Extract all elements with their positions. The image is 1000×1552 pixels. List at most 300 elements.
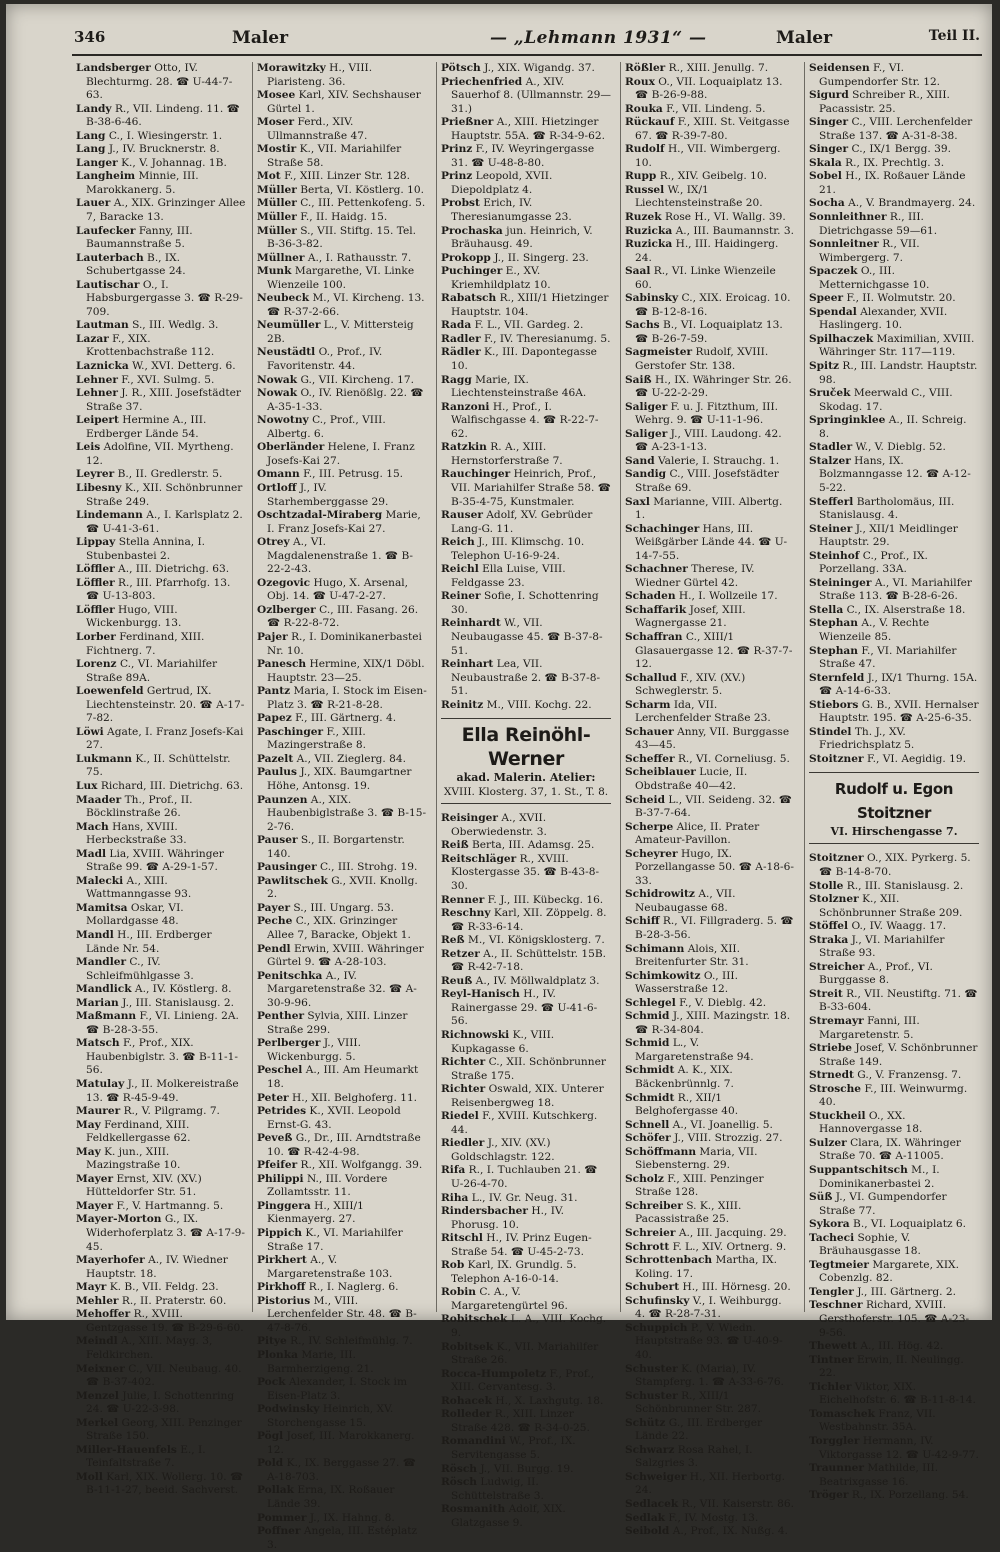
entry-details: R., V. Pilgramg. 7. (123, 1105, 220, 1118)
entry-surname: Mandl (76, 929, 114, 941)
entry-surname: Mostir (257, 143, 297, 156)
directory-entry (625, 374, 795, 401)
entry-surname: Riedel (441, 1110, 479, 1123)
directory-entry (441, 346, 611, 373)
entry-surname: Robitschek (441, 1313, 508, 1326)
entry-details: J., XIV. (XV.) Goldschlagstr. 122. (451, 1137, 555, 1163)
entry-details: K., V. Johannag. 1B. (121, 156, 227, 169)
directory-entry (625, 1525, 795, 1539)
directory-entry (441, 975, 611, 989)
entry-surname: Stalzer (809, 454, 851, 467)
entry-surname: Pirkhert (257, 1254, 307, 1267)
entry-surname: Schwarz (625, 1443, 675, 1456)
entry-details: H., III. Hörnesg. 20. (682, 1281, 791, 1294)
entry-surname: May (76, 1145, 101, 1158)
listing-columns (76, 62, 982, 1551)
directory-entry (809, 852, 979, 879)
directory-entry (625, 1173, 795, 1200)
entry-details: C., VIII. Lerchenfelder Straße 137. ☎ A-31-8-38. (819, 116, 973, 142)
entry-details: K., VIII. Kupkagasse 6. (451, 1029, 555, 1055)
directory-entry (809, 672, 979, 699)
directory-entry (809, 893, 979, 920)
entry-surname: Pajer (257, 630, 288, 643)
entry-surname: Pistorius (257, 1294, 311, 1307)
entry-surname: Suppantschitsch (809, 1164, 908, 1177)
entry-surname: Tröger (809, 1489, 849, 1502)
entry-details: Valerie, I. Strauchg. 1. (658, 454, 780, 467)
directory-entry (257, 1064, 427, 1091)
directory-entry (76, 1213, 246, 1254)
entry-surname: Maader (76, 793, 122, 806)
directory-entry (257, 482, 427, 509)
directory-entry (809, 441, 979, 455)
directory-entry (76, 1335, 246, 1362)
ad-address: VI. Hirschengasse 7. (830, 825, 958, 839)
entry-surname: Reyl-Hanisch (441, 988, 520, 1001)
entry-details: F., III. Petrusg. 15. (303, 468, 404, 481)
entry-surname: Pold (257, 1457, 284, 1470)
directory-entry (76, 197, 246, 224)
directory-entry (257, 1105, 427, 1132)
entry-surname: Reuß (441, 974, 473, 987)
entry-surname: Lindemann (76, 509, 143, 522)
entry-surname: Neubeck (257, 292, 310, 305)
entry-details: Marie, I. Franz Josefs-Kai 27. (267, 509, 421, 535)
entry-details: R., XIII/1 Hietzinger Hauptstr. 104. (451, 292, 609, 318)
directory-entry (257, 631, 427, 658)
entry-details: Gertrud, IX. Liechtensteinstr. 20. ☎ A-17-7-82. (86, 685, 245, 725)
entry-surname: Reiner (441, 590, 481, 603)
directory-entry (441, 116, 611, 143)
directory-entry (257, 604, 427, 631)
entry-surname: Sagmeister (625, 346, 693, 359)
entry-details: K. (Maria), IV. Stampferg. 1. ☎ A-33-6-76. (635, 1362, 784, 1389)
entry-details: Lia, XVIII. Währinger Straße 99. ☎ A-29-1-57. (86, 847, 224, 874)
entry-surname: Seibold (625, 1525, 670, 1538)
entry-surname: Rifa (441, 1164, 466, 1177)
entry-details: C., III. Pettenkofeng. 5. (300, 197, 426, 210)
entry-surname: Saiß (625, 373, 652, 386)
directory-entry (809, 1137, 979, 1164)
entry-surname: Löffler (76, 563, 115, 576)
entry-details: S., VII. Stiftg. 15. Tel. B-36-3-82. (267, 224, 417, 251)
directory-entry (257, 1457, 427, 1484)
directory-entry (625, 753, 795, 767)
entry-details: W., XVI. Detterg. 6. (132, 360, 236, 373)
entry-surname: Richter (441, 1056, 486, 1069)
entry-details: Therese, IV. Wiedner Gürtel 42. (635, 563, 755, 589)
entry-surname: Streicher (809, 960, 865, 973)
entry-surname: Traunner (809, 1462, 864, 1475)
directory-entry (257, 1335, 427, 1349)
entry-details: Agate, I. Franz Josefs-Kai 27. (86, 725, 244, 752)
entry-surname: Philippi (257, 1172, 304, 1185)
entry-details: S., II. Borgartenstr. 140. (267, 834, 405, 860)
entry-details: F., VII. Lindeng. 5. (666, 102, 766, 115)
entry-surname: Lorenz (76, 658, 117, 671)
entry-details: Stella Annina, I. Stubenbastei 2. (86, 536, 206, 562)
entry-surname: Schmidt (625, 1091, 675, 1104)
entry-details: Oskar, VI. Mollardgasse 48. (86, 901, 184, 928)
entry-surname: Müller (257, 224, 297, 237)
entry-surname: Reinhardt (441, 617, 501, 630)
entry-details: A., IV. Köstlerg. 8. (134, 983, 232, 996)
entry-details: Heinrich, Prof., VII. Mariahilfer Straße 58. ☎ B-35-4-75, Kunstmaler. (451, 468, 611, 508)
directory-entry (257, 1227, 427, 1254)
directory-entry (441, 1463, 611, 1477)
directory-entry (441, 1164, 611, 1191)
entry-surname: Mehoffer (76, 1308, 131, 1321)
entry-surname: Stadler (809, 441, 853, 454)
entry-surname: Schmidt (625, 1064, 675, 1077)
section-title-right: Maler (776, 28, 833, 48)
entry-surname: Müllner (257, 251, 305, 264)
directory-entry (257, 387, 427, 414)
entry-details: K., XVII. Leopold Ernst-G. 43. (267, 1105, 401, 1131)
directory-entry (625, 116, 795, 143)
entry-details: G., VII. Kircheng. 17. (300, 373, 414, 386)
section-title-left: Maler (232, 28, 289, 48)
entry-details: Clara, IX. Währinger Straße 70. ☎ A-11005. (819, 1136, 961, 1163)
entry-details: F. u. J. Fitzthum, III. Wehrg. 9. ☎ U-11-1-96. (635, 400, 779, 427)
entry-surname: Roux (625, 75, 655, 88)
directory-entry (76, 225, 246, 252)
directory-entry (441, 252, 611, 266)
entry-details: A., III. Baumannstr. 3. (675, 224, 794, 237)
entry-details: A., VI. Mariahilfer Straße 113. ☎ B-28-6-26. (819, 576, 972, 603)
entry-details: W., Prof., IX. Servitengasse 5. (451, 1435, 576, 1461)
entry-surname: Rada (441, 319, 472, 332)
entry-details: M., VI. Königsklosterg. 7. (467, 934, 605, 947)
entry-surname: Peter (257, 1091, 289, 1104)
entry-list (809, 852, 979, 1502)
entry-details: Julie, I. Schottenring 24. ☎ U-22-3-98. (86, 1389, 235, 1416)
entry-details: Erna, IX. Roßauer Lände 39. (267, 1484, 395, 1510)
entry-surname: Maßmann (76, 1010, 137, 1023)
directory-entry (625, 821, 795, 848)
directory-entry (441, 1435, 611, 1462)
entry-surname: Peschel (257, 1064, 303, 1077)
directory-entry (76, 631, 246, 658)
directory-entry (441, 1286, 611, 1313)
entry-details: Leopold, XVII. Diepoldplatz 4. (451, 170, 553, 196)
entry-surname: Scheffer (625, 752, 675, 765)
entry-details: L., VII. Seideng. 32. ☎ B-37-7-64. (635, 793, 792, 820)
directory-entry (809, 934, 979, 961)
entry-details: Hugo, VIII. Wickenburgg. 13. (86, 603, 182, 630)
directory-entry (809, 143, 979, 157)
entry-surname: Stoitzner (809, 752, 864, 765)
directory-entry (809, 238, 979, 265)
entry-details: Richard, III. Dietrichg. 63. (100, 779, 244, 792)
entry-surname: Strosche (809, 1082, 862, 1095)
directory-entry (625, 103, 795, 117)
entry-details: M., VIII. Kochg. 22. (486, 698, 592, 711)
entry-details: J., XIII. Mazingstr. 18. ☎ R-34-804. (635, 1010, 791, 1036)
directory-entry (441, 934, 611, 948)
entry-surname: Mach (76, 820, 109, 833)
entry-surname: Scharm (625, 698, 671, 711)
entry-list (76, 62, 246, 1498)
directory-entry (809, 726, 979, 753)
directory-entry (76, 252, 246, 279)
entry-surname: Stuckheil (809, 1109, 866, 1122)
entry-surname: Süß (809, 1191, 833, 1204)
entry-details: A., IV. Wiedner Hauptstr. 18. (86, 1254, 228, 1280)
entry-details: A., XIII. Mayg. 3, Feldkirchen. (86, 1335, 213, 1361)
entry-surname: Nowak (257, 387, 298, 400)
entry-details: A., I. Karlsplatz 2. ☎ U-41-3-61. (86, 509, 243, 535)
directory-entry (76, 1471, 246, 1498)
entry-details: Hugo, IX. Porzellangasse 50. ☎ A-18-6-33. (635, 847, 794, 887)
entry-list (625, 62, 795, 1539)
entry-details: Erich, IV. Theresianumgasse 23. (451, 197, 572, 224)
entry-details: R., XIV. Geibelg. 10. (659, 170, 767, 183)
directory-entry (625, 238, 795, 265)
entry-details: jun. Heinrich, V. Bräuhausg. 49. (451, 224, 593, 251)
entry-details: Georg, XIII. Penzinger Straße 150. (86, 1416, 242, 1443)
entry-surname: Scheid (625, 793, 665, 806)
entry-surname: Lehner (76, 387, 118, 400)
entry-details: G., V. Franzensg. 7. (857, 1069, 962, 1082)
directory-entry (76, 414, 246, 441)
entry-details: A., II. Schreig. 8. (819, 414, 967, 440)
directory-entry (441, 536, 611, 563)
entry-surname: Petrides (257, 1105, 307, 1118)
entry-surname: Stolle (809, 879, 844, 892)
entry-details: R., VII. Wimbergerg. 7. (819, 238, 920, 264)
directory-entry (441, 1341, 611, 1368)
directory-entry (809, 1286, 979, 1300)
entry-details: Lucie, II. Obdstraße 40—42. (635, 766, 748, 792)
entry-details: H., XII. Belghoferg. 11. (292, 1091, 418, 1104)
directory-entry (625, 1092, 795, 1119)
entry-surname: Paschinger (257, 725, 324, 738)
entry-details: G., XVII. Knollg. 2. (267, 874, 418, 901)
entry-details: O., Prof., IV. Favoritenstr. 44. (267, 346, 383, 373)
entry-surname: Rösch (441, 1476, 477, 1489)
entry-details: Erwin, XVIII. Währinger Gürtel 9. ☎ A-28-103. (267, 942, 424, 969)
directory-entry (625, 265, 795, 292)
entry-details: J., III. Gärtnerg. 2. (857, 1285, 956, 1298)
directory-entry (809, 1083, 979, 1110)
entry-details: G., IX. Widerhoferplatz 3. ☎ A-17-9-45. (86, 1213, 245, 1253)
entry-surname: Poffner (257, 1525, 301, 1538)
entry-surname: Stiebors (809, 698, 859, 711)
directory-entry (441, 1368, 611, 1395)
entry-surname: Scheyrer (625, 847, 678, 860)
entry-surname: Neustädtl (257, 346, 316, 359)
entry-surname: Reisinger (441, 812, 498, 825)
directory-entry (76, 1200, 246, 1214)
entry-details: A., Prof., IX. Nußg. 4. (672, 1525, 788, 1538)
entry-surname: Lukmann (76, 752, 132, 765)
entry-details: F., V. Hartmanng. 5. (116, 1199, 224, 1212)
entry-surname: Schimkowitz (625, 969, 701, 982)
entry-details: F., Prof., XIX. Haubenbiglstr. 3. ☎ B-11-1-56. (86, 1037, 238, 1077)
directory-entry (625, 225, 795, 239)
entry-details: Sylvia, XIII. Linzer Straße 299. (267, 1010, 408, 1036)
entry-surname: Loewenfeld (76, 685, 144, 698)
entry-surname: Lang (76, 143, 106, 156)
entry-surname: Schreiber (625, 1199, 683, 1212)
directory-entry (441, 62, 611, 76)
entry-surname: Plonka (257, 1348, 298, 1361)
entry-details: Helene, I. Franz Josefs-Kai 27. (267, 441, 415, 467)
entry-surname: Pommer (257, 1511, 307, 1524)
entry-details: H., XII. Herbortg. 24. (635, 1470, 785, 1497)
entry-details: Minnie, III. Marokkanerg. 5. (86, 170, 199, 196)
directory-entry (257, 1159, 427, 1173)
entry-details: Bartholomäus, III. Stanislausg. 4. (819, 495, 955, 522)
entry-details: C., III. Fasang. 26. ☎ R-22-8-72. (267, 603, 419, 630)
directory-entry (625, 848, 795, 889)
directory-entry (809, 1462, 979, 1489)
directory-entry (257, 1295, 427, 1336)
directory-entry (441, 333, 611, 347)
entry-details: C., Prof., IX. Porzellang. 33A. (819, 549, 928, 576)
entry-details: K., II. Schüttelstr. 75. (86, 752, 231, 779)
entry-details: Marie, III. Barmherzigeng. 21. (267, 1348, 374, 1375)
directory-entry (625, 62, 795, 76)
directory-entry (257, 346, 427, 373)
entry-details: J., IV. Starhemberggasse 29. (267, 481, 389, 508)
directory-entry (76, 929, 246, 956)
entry-surname: Streit (809, 987, 843, 1000)
entry-details: Alexander, I. Stock im Eisen-Platz 3. (267, 1376, 407, 1402)
entry-details: B., VI. Loquaiplatz 13. ☎ B-26-7-59. (635, 319, 783, 345)
entry-details: Hermine, XIX/1 Döbl. Hauptstr. 23—25. (267, 658, 425, 684)
entry-surname: Neumüller (257, 319, 321, 332)
entry-surname: Striebe (809, 1042, 853, 1055)
entry-surname: Schimann (625, 942, 685, 955)
entry-surname: Riedler (441, 1137, 485, 1150)
entry-details: K., XII. Schönbrunner Straße 209. (819, 893, 963, 919)
directory-entry (809, 306, 979, 333)
entry-surname: Löwi (76, 725, 104, 738)
directory-entry (625, 523, 795, 564)
entry-details: Margarete, XIX. Cobenzlg. 82. (819, 1258, 959, 1285)
directory-entry (809, 455, 979, 496)
entry-details: J., III. Stanislausg. 2. (122, 996, 235, 1009)
entry-surname: Richnowski (441, 1029, 510, 1041)
directory-entry (76, 1173, 246, 1200)
entry-details: O., XX. Hannovergasse 18. (819, 1109, 923, 1136)
directory-entry (257, 875, 427, 902)
entry-details: A., III. Am Heumarkt 18. (267, 1064, 419, 1091)
directory-entry (76, 1390, 246, 1417)
entry-details: Ida, VII. Lerchenfelder Straße 23. (635, 698, 771, 725)
entry-details: A., XIX. Grinzinger Allee 7, Baracke 13. (86, 197, 246, 224)
directory-entry (625, 1417, 795, 1444)
entry-details: A., V. Brandmayerg. 24. (848, 197, 976, 210)
directory-entry (809, 1381, 979, 1408)
entry-details: R. A., XIII. Hernstorferstraße 7. (451, 441, 563, 467)
directory-entry (441, 839, 611, 853)
entry-details: K. B., VII. Feldg. 23. (109, 1281, 219, 1294)
directory-entry (441, 699, 611, 713)
entry-surname: Robitsek (441, 1340, 494, 1353)
entry-details: C., XIX. Eroicag. 10. ☎ B-12-8-16. (635, 292, 791, 318)
directory-entry (257, 834, 427, 861)
directory-entry (76, 794, 246, 821)
entry-details: Franz, VII. Westbahnstr. 35A. (819, 1407, 936, 1434)
entry-details: J., IV. Brucknerstr. 8. (108, 143, 220, 156)
entry-surname: Stephan (809, 644, 858, 657)
entry-details: M., I. Dominikanerbastei 2. (819, 1164, 940, 1190)
entry-details: R., VII. Kaiserstr. 86. (681, 1497, 794, 1510)
entry-details: H., IV. Prinz Eugen-Straße 54. ☎ U-45-2-73. (451, 1232, 592, 1258)
directory-entry (257, 143, 427, 170)
entry-details: R., VI. Fillgraderg. 5. ☎ B-28-3-56. (635, 915, 794, 941)
entry-surname: Schuster (625, 1389, 678, 1402)
directory-entry (257, 184, 427, 198)
entry-surname: Paulus (257, 766, 297, 779)
directory-entry (76, 956, 246, 983)
directory-entry (625, 766, 795, 793)
directory-entry (625, 1010, 795, 1037)
directory-entry (257, 1512, 427, 1526)
entry-surname: Schuppich (625, 1321, 688, 1334)
directory-entry (257, 726, 427, 753)
directory-entry (257, 292, 427, 319)
directory-entry (257, 712, 427, 726)
directory-entry (76, 482, 246, 509)
entry-surname: Ruzicka (625, 238, 673, 251)
entry-surname: Schaffarik (625, 603, 687, 616)
entry-surname: Lautman (76, 319, 129, 332)
part-label: Teil II. (928, 28, 980, 44)
directory-entry (441, 590, 611, 617)
directory-entry (625, 184, 795, 211)
entry-surname: Riha (441, 1191, 469, 1204)
entry-details: F., V. Dieblg. 42. (679, 996, 767, 1009)
entry-details: Marianne, VIII. Albertg. 1. (635, 495, 783, 522)
directory-entry (809, 1435, 979, 1462)
entry-surname: Steinhof (809, 549, 860, 562)
directory-entry (257, 1254, 427, 1281)
entry-surname: Lorber (76, 630, 116, 643)
entry-details: J., VIII. Laudong. 42. ☎ A-23-1-13. (635, 427, 782, 454)
entry-surname: Müller (257, 197, 297, 210)
entry-details: Viktor, XIX. Eichelhofstr. 6. ☎ B-11-8-14. (819, 1380, 976, 1407)
directory-entry (257, 1430, 427, 1457)
entry-details: R., XIII/1 Schönbrunner Str. 287. (635, 1389, 761, 1416)
entry-details: R., VII. Neustiftg. 71. ☎ B-33-604. (819, 987, 978, 1014)
directory-entry (76, 658, 246, 685)
directory-entry (441, 1232, 611, 1259)
entry-details: R., I. Naglerg. 6. (308, 1281, 399, 1294)
directory-entry (76, 1105, 246, 1119)
entry-details: A., IV. Margaretenstraße 32. ☎ A-30-9-96. (267, 969, 417, 1009)
entry-surname: Omann (257, 468, 300, 481)
entry-surname: Mehler (76, 1294, 119, 1307)
directory-entry (441, 509, 611, 536)
entry-surname: May (76, 1118, 101, 1131)
directory-entry (76, 279, 246, 320)
entry-surname: Sand (625, 454, 655, 467)
directory-entry (257, 1525, 427, 1552)
directory-entry (257, 1173, 427, 1200)
entry-surname: Leis (76, 441, 101, 454)
entry-details: R., III. Landstr. Hauptstr. 98. (819, 360, 978, 386)
entry-details: Karl, XII. Zöppelg. 8. ☎ R-33-6-14. (451, 907, 607, 933)
entry-details: F., III. Weinwurmg. 40. (819, 1082, 968, 1109)
directory-entry (76, 753, 246, 780)
entry-surname: Sonnleitner (809, 238, 879, 251)
entry-details: Ferd., XIV. Ullmannstraße 47. (267, 116, 368, 142)
directory-entry (76, 726, 246, 753)
